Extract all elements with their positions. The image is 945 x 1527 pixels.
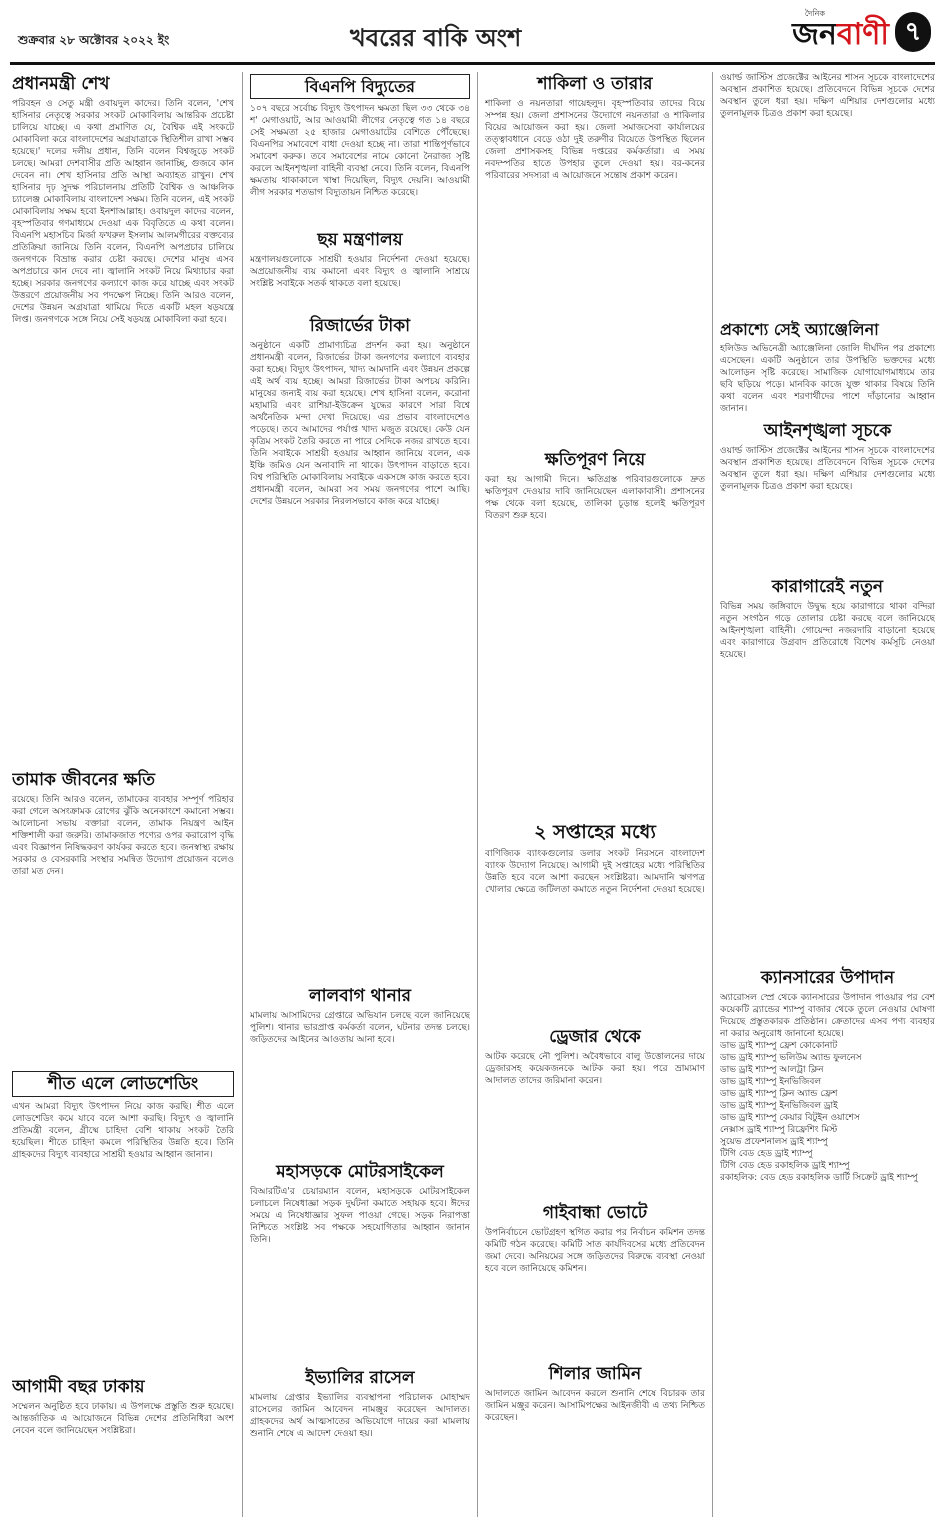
headline: ইভ্যালির রাসেল [305, 1368, 415, 1388]
headline: কারাগারেই নতুন [771, 577, 884, 597]
article [720, 575, 935, 960]
logo-part-2: বাণী [836, 17, 889, 52]
article [720, 419, 935, 569]
article-body: সম্মেলন অনুষ্ঠিত হবে ঢাকায়। এ উপলক্ষে প্রস্তুতি শুরু হয়েছে। আন্তর্জাতিক এ আয়োজনে বিভিন্ন দেশের প্রতিনিধিরা অংশ নেবেন বলে জানিয়েছেন সংশ্লিষ্টরা। [12, 1402, 234, 1437]
headline: মহাসড়কে মোটরসাইকেল [276, 1162, 444, 1182]
headline: রিজার্ভের টাকা [309, 316, 411, 336]
masthead-rule [10, 62, 935, 65]
headline: ২ সপ্তাহের মধ্যে [534, 821, 656, 843]
list-item: ডাভ ড্রাই শ্যাম্পু আলট্রা ক্লিন [720, 1065, 824, 1076]
article-body: উপনির্বাচনে ভোটগ্রহণ স্থগিত করার পর নির্বাচন কমিশন তদন্ত কমিটি গঠন করেছে। কমিটি সাত কার্যদিবসের মধ্যে প্রতিবেদন জমা দেবে। অনিয়মের সঙ্গে জড়িতদের বিরুদ্ধে ব্যবস্থা নেওয়া হবে বলে জানিয়েছে কমিশন। [485, 1228, 705, 1275]
list-item: টিগি বেড হেড রকাহলিক ড্রাই শ্যাম্পু [720, 1161, 850, 1172]
article [12, 1069, 234, 1369]
masthead [10, 8, 935, 62]
article-body: ওয়ার্ল্ড জাস্টিস প্রজেক্টের আইনের শাসন সূচকে বাংলাদেশের অবস্থান প্রকাশিত হয়েছে। প্রতিবেদনে বিভিন্ন সূচকে দেশের অবস্থান তুলে ধরা হয়। দক্ষিণ এশিয়ার দেশগুলোর মধ্যে তুলনামূলক চিত্রও প্রকাশ করা হয়েছে। [720, 73, 935, 119]
list-item: ডাভ ড্রাই শ্যাম্পু ভলিউম অ্যান্ড ফুলনেস [720, 1053, 862, 1064]
headline: ছয় মন্ত্রণালয় [317, 230, 403, 250]
headline: শাকিলা ও তারার [537, 74, 653, 94]
article-body: মামলায় গ্রেপ্তার ইভ্যালির ব্যবস্থাপনা পরিচালক মোহাম্মদ রাসেলের জামিন আবেদন নামঞ্জুর করেছেন আদালত। গ্রাহকদের অর্থ আত্মসাতের অভিযোগে দায়ের করা মামলায় শুনানি শেষে এ আদেশ দেওয়া হয়। [250, 1393, 470, 1440]
article [720, 318, 935, 413]
article-body: বিভিন্ন সময় জঙ্গিবাদে উদ্বুদ্ধ হয়ে কারাগারে থাকা বন্দিরা নতুন সংগঠন গড়ে তোলার চেষ্টা করছে বলে জানিয়েছে আইনশৃঙ্খলা বাহিনী। গোয়েন্দা নজরদারি বাড়ানো হয়েছে এবং কারাগারে উগ্রবাদ প্রতিরোধে বিশেষ কর্মসূচি নেওয়া হয়েছে। [720, 602, 935, 661]
page-number: ৭ [895, 12, 931, 52]
headline: বিএনপি বিদ্যুতের [250, 74, 470, 99]
article [250, 1366, 470, 1517]
list-item: সুয়েভ প্রফেশনালস ড্রাই শ্যাম্পু [720, 1137, 828, 1148]
list-item: ডাভ ড্রাই শ্যাম্পু ক্লিন অ্যান্ড ফ্রেশ [720, 1089, 838, 1100]
logo-tagline: দৈনিক [804, 9, 825, 18]
list-item: ডাভ ড্রাই শ্যাম্পু ইনভিজিবল ড্রাই [720, 1101, 838, 1112]
list-item: রকাহলিক: বেড হেড রকাহলিক ডার্টি সিক্রেট ড্রাই শ্যাম্পু [720, 1173, 918, 1184]
headline: গাইবান্ধা ভোটে [542, 1203, 648, 1223]
article [250, 314, 470, 978]
list-item: নেক্সাস ড্রাই শ্যাম্পু রিফ্রেশিং মিস্ট [720, 1125, 838, 1136]
article [250, 72, 470, 222]
article-body: বাণিজ্যিক ব্যাংকগুলোর ডলার সংকট নিরসনে বাংলাদেশ ব্যাংক উদ্যোগ নিয়েছে। আগামী দুই সপ্তাহের মধ্যে পরিস্থিতির উন্নতি হবে বলে আশা করছেন সংশ্লিষ্টরা। আমদানি ঋণপত্র খোলার ক্ষেত্রে জটিলতা কমাতে নতুন নির্দেশনা দেওয়া হয়েছে। [485, 848, 705, 895]
column-1 [12, 72, 234, 1517]
headline: লালবাগ থানার [308, 986, 412, 1006]
column-4 [720, 72, 935, 1517]
headline: প্রধানমন্ত্রী শেখ [12, 74, 110, 94]
article [250, 228, 470, 308]
article [485, 448, 705, 813]
newspaper-logo [792, 10, 889, 61]
article [12, 768, 234, 1063]
article-body: হলিউড অভিনেত্রী অ্যাঞ্জেলিনা জোলি দীর্ঘদিন পর প্রকাশ্যে এসেছেন। একটি অনুষ্ঠানে তার উপস্থিতি ভক্তদের মধ্যে আলোড়ন সৃষ্টি করেছে। সামাজিক যোগাযোগমাধ্যমে তার ছবি ছড়িয়ে পড়ে। মানবিক কাজে যুক্ত থাকার বিষয়ে তিনি কথা বলেন এবং শরণার্থীদের পাশে দাঁড়ানোর আহ্বান জানান। [720, 344, 935, 413]
headline: প্রকাশ্যে সেই অ্যাঞ্জেলিনা [720, 320, 879, 339]
article [720, 966, 935, 1496]
article-body: ওয়ার্ল্ড জাস্টিস প্রজেক্টের আইনের শাসন সূচকে বাংলাদেশের অবস্থান প্রকাশিত হয়েছে। প্রতিবেদনে বিভিন্ন সূচকে দেশের অবস্থান তুলে ধরা হয়। দক্ষিণ এশিয়ার দেশগুলোর মধ্যে তুলনামূলক চিত্রও প্রকাশ করা হয়েছে। [720, 446, 935, 493]
list-item: ডাভ ড্রাই শ্যাম্পু ইনভিজিবল [720, 1077, 822, 1088]
article [485, 1025, 705, 1195]
article-body: শাকিলা ও নয়নতারা গায়েহলুদ। বৃহস্পতিবার তাদের বিয়ে সম্পন্ন হয়। জেলা প্রশাসনের উদ্যোগে নয়নতারা ও শাকিলার বিয়ের আয়োজন করা হয়। জেলা সমাজসেবা কার্যালয়ের তত্ত্বাবধানে বেড়ে ওঠা দুই তরুণীর বিয়েতে উপস্থিত ছিলেন জেলা প্রশাসকসহ বিভিন্ন দপ্তরের কর্মকর্তারা। এ সময় নবদম্পতির হাতে উপহার তুলে দেওয়া হয়। বর-কনের পরিবারের সদস্যরা এ আয়োজনে সন্তোষ প্রকাশ করেন। [485, 99, 705, 182]
article-body: আদালতে জামিন আবেদন করলে শুনানি শেষে বিচারক তার জামিন মঞ্জুর করেন। আসামিপক্ষের আইনজীবী এ তথ্য নিশ্চিত করেছেন। [485, 1389, 705, 1424]
column-3 [485, 72, 705, 1517]
headline: আগামী বছর ঢাকায় [12, 1377, 145, 1397]
headline: ক্ষতিপূরণ নিয়ে [544, 450, 646, 470]
article-body: আটক করেছে নৌ পুলিশ। অবৈধভাবে বালু উত্তোলনের দায়ে ড্রেজারসহ কয়েকজনকে আটক করা হয়। পরে ভ্রাম্যমাণ আদালত তাদের জরিমানা করেন। [485, 1052, 705, 1087]
headline: আইনশৃঙ্খলা সূচকে [763, 421, 892, 441]
section-title: খবরের বাকি অংশ [350, 24, 522, 52]
article [485, 1362, 705, 1502]
list-item: ডাভ ড্রাই শ্যাম্পু ফ্রেশ কোকোনাট [720, 1041, 838, 1052]
article [485, 819, 705, 1019]
article [250, 1160, 470, 1360]
article [720, 72, 935, 312]
headline: শীত এলে লোডশেডিং [12, 1071, 234, 1097]
list-item: টিগি বেড হেড ড্রাই শ্যাম্পু [720, 1149, 813, 1160]
column-divider [242, 72, 243, 1517]
product-list [720, 1040, 935, 1184]
article-body: করা হয় আগামী দিনে। ক্ষতিগ্রস্ত পরিবারগুলোকে দ্রুত ক্ষতিপূরণ দেওয়ার দাবি জানিয়েছেন এলাকাবাসী। প্রশাসনের পক্ষ থেকে বলা হয়েছে, তালিকা চূড়ান্ত হলেই ক্ষতিপূরণ বিতরণ শুরু হবে। [485, 475, 705, 522]
headline: ড্রেজার থেকে [549, 1027, 641, 1047]
column-divider [712, 72, 713, 1517]
column-2 [250, 72, 470, 1517]
article-body: পরিবহন ও সেতু মন্ত্রী ওবায়দুল কাদের। তিনি বলেন, 'শেখ হাসিনার নেতৃত্বে সরকার সংকট মোকাবিলায় আন্তরিক প্রচেষ্টা চালিয়ে যাচ্ছে। এ কথা প্রমাণিত যে, বৈশ্বিক এই সংকটে মোকাবিলা করে বাংলাদেশের অগ্রযাত্রাকে স্থিতিশীল রাখা সম্ভব হয়েছে।' দলের দলীয় প্রধান, তিনি বলেন বিশ্বজুড়ে সংকট চলছে। আমরা দেশবাসীর প্রতি আহ্বান জানাচ্ছি, গুজবে কান দেবেন না। শেখ হাসিনার প্রতি আস্থা অব্যাহত রাখুন। শেখ হাসিনার দৃঢ় সুদক্ষ পরিচালনায় প্রতিটি বৈশ্বিক ও আঞ্চলিক চ্যালেঞ্জ মোকাবিলায় বাংলাদেশ সক্ষম। তিনি বলেন, এই সংকট মোকাবিলায় সক্ষম হবো ইনশাআল্লাহ। ওবায়দুল কাদের বলেন, বৃহস্পতিবার গণমাধ্যমে দেওয়া এক বিবৃতিতে এ কথা বলেন। বিএনপি মহাসচিব মির্জা ফখরুল ইসলাম আলমগীরের বক্তব্যের প্রতিক্রিয়া জানিয়ে তিনি বলেন, বিএনপি অপপ্রচার চালিয়ে জনগণকে বিভ্রান্ত করার চেষ্টা করছে। দেশের মানুষ এসব অপপ্রচারে কান দেবে না। জ্বালানি সংকট নিয়ে মিথ্যাচার করা হচ্ছে। সরকার জনগণের কল্যাণে কাজ করে যাচ্ছে এবং সংকট উত্তরণে প্রয়োজনীয় সব পদক্ষেপ নিচ্ছে। তিনি আরও বলেন, দেশের উন্নয়ন অগ্রযাত্রা থামিয়ে দিতে একটি মহল ষড়যন্ত্রে লিপ্ত। জনগণকে সঙ্গে নিয়ে সেই ষড়যন্ত্র মোকাবিলা করা হবে। [12, 99, 234, 326]
headline: ক্যানসারের উপাদান [760, 968, 895, 988]
article [485, 72, 705, 442]
article-body: অ্যারোসল স্প্রে থেকে ক্যানসারের উপাদান পাওয়ার পর বেশ কয়েকটি ব্র্যান্ডের শ্যাম্পু বাজার থেকে তুলে নেওয়ার ঘোষণা দিয়েছে প্রস্তুতকারক প্রতিষ্ঠান। ক্রেতাদের এসব পণ্য ব্যবহার না করার অনুরোধ জানানো হয়েছে। [720, 993, 935, 1040]
article-body: রয়েছে। তিনি আরও বলেন, তামাকের ব্যবহার সম্পূর্ণ পরিহার করা গেলে অসংক্রামক রোগের ঝুঁকি অনেকাংশে কমানো সম্ভব। আলোচনা সভায় বক্তারা বলেন, তামাক নিয়ন্ত্রণ আইন শক্তিশালী করা জরুরি। তামাকজাত পণ্যের ওপর করারোপ বৃদ্ধি এবং বিজ্ঞাপন নিষিদ্ধকরণ কার্যকর করতে হবে। জনস্বাস্থ্য রক্ষায় সরকার ও বেসরকারি সংস্থার সমন্বিত উদ্যোগ প্রয়োজন বলেও তারা মত দেন। [12, 795, 234, 878]
article [485, 1201, 705, 1356]
headline: শিলার জামিন [548, 1364, 642, 1384]
headline: তামাক জীবনের ক্ষতি [12, 770, 156, 790]
list-item: ডাভ ড্রাই শ্যাম্পু কেয়ার বিটুইন ওয়াশেস [720, 1113, 860, 1124]
article-body: বিআরটিএ'র চেয়ারম্যান বলেন, মহাসড়কে মোটরসাইকেল চলাচলে নিষেধাজ্ঞা সড়ক দুর্ঘটনা কমাতে সহায়ক হবে। ঈদের সময়ে এ নিষেধাজ্ঞার সুফল পাওয়া গেছে। সড়ক নিরাপত্তা নিশ্চিতে সংশ্লিষ্ট সব পক্ষকে সহযোগিতার আহ্বান জানান তিনি। [250, 1187, 470, 1246]
article [250, 984, 470, 1154]
article-body: অনুষ্ঠানে একটি প্রামাণ্যচিত্র প্রদর্শন করা হয়। অনুষ্ঠানে প্রধানমন্ত্রী বলেন, রিজার্ভের টাকা জনগণের কল্যাণে ব্যবহার করা হচ্ছে। বিদ্যুৎ উৎপাদন, খাদ্য আমদানি এবং উন্নয়ন প্রকল্পে এই অর্থ ব্যয় হচ্ছে। আমরা রিজার্ভের টাকা অপচয় করিনি। মানুষের জন্যই ব্যয় করা হয়েছে। শেখ হাসিনা বলেন, করোনা মহামারি এবং রাশিয়া-ইউক্রেন যুদ্ধের কারণে সারা বিশ্বে অর্থনৈতিক মন্দা দেখা দিয়েছে। এর প্রভাব বাংলাদেশেও পড়েছে। তবে আমাদের পর্যাপ্ত খাদ্য মজুত রয়েছে। কেউ যেন কৃত্রিম সংকট তৈরি করতে না পারে সেদিকে নজর রাখতে হবে। তিনি সবাইকে সাশ্রয়ী হওয়ার আহ্বান জানিয়ে বলেন, এক ইঞ্চি জমিও যেন অনাবাদি না থাকে। উৎপাদন বাড়াতে হবে। বিশ্ব পরিস্থিতি মোকাবিলায় সবাইকে একসঙ্গে কাজ করতে হবে। প্রধানমন্ত্রী বলেন, আমরা সব সময় জনগণের পাশে আছি। দেশের উন্নয়নে সরকার নিরলসভাবে কাজ করে যাচ্ছে। [250, 341, 470, 508]
column-divider [477, 72, 478, 1517]
article [12, 72, 234, 762]
issue-date: শুক্রবার ২৮ অক্টোবর ২০২২ ইং [18, 33, 170, 47]
article-body: এখন আমরা বিদ্যুৎ উৎপাদন নিয়ে কাজ করছি। শীত এলে লোডশেডিং কমে যাবে বলে আশা করছি। বিদ্যুৎ ও জ্বালানি প্রতিমন্ত্রী বলেন, গ্রীষ্মে চাহিদা বেশি থাকায় সংকট তৈরি হয়েছিল। শীতে চাহিদা কমলে পরিস্থিতির উন্নতি হবে। তিনি গ্রাহকদের বিদ্যুৎ ব্যবহারে সাশ্রয়ী হওয়ার আহ্বান জানান। [12, 1102, 234, 1161]
article-body: ১০৭ বছরে সর্বোচ্চ বিদ্যুৎ উৎপাদন ক্ষমতা ছিল ৩৩ থেকে ৩৪ শ' মেগাওয়াট, আর আওয়ামী লীগের নেতৃত্বে গত ১৪ বছরে সেই সক্ষমতা ২৫ হাজার মেগাওয়াটের বেশিতে পৌঁছেছে। বিএনপির সমাবেশে বাধা দেওয়া হচ্ছে না। তারা শান্তিপূর্ণভাবে সমাবেশ করুক। তবে সমাবেশের নামে কোনো নৈরাজ্য সৃষ্টি করলে আইনশৃঙ্খলা বাহিনী ব্যবস্থা নেবে। তিনি বলেন, বিএনপি ক্ষমতায় থাকাকালে খাম্বা দিয়েছিল, বিদ্যুৎ দেয়নি। আওয়ামী লীগ সরকার শতভাগ বিদ্যুতায়ন নিশ্চিত করেছে। [250, 104, 470, 199]
logo-part-1: জন [792, 17, 837, 52]
article-body: মন্ত্রণালয়গুলোকে সাশ্রয়ী হওয়ার নির্দেশনা দেওয়া হয়েছে। অপ্রয়োজনীয় ব্যয় কমানো এবং বিদ্যুৎ ও জ্বালানি সাশ্রয়ে সংশ্লিষ্ট সবাইকে সতর্ক থাকতে বলা হয়েছে। [250, 255, 470, 290]
article [12, 1375, 234, 1515]
article-body: মামলায় আসামিদের গ্রেপ্তারে অভিযান চলছে বলে জানিয়েছে পুলিশ। থানার ভারপ্রাপ্ত কর্মকর্তা বলেন, ঘটনার তদন্ত চলছে। জড়িতদের আইনের আওতায় আনা হবে। [250, 1011, 470, 1046]
